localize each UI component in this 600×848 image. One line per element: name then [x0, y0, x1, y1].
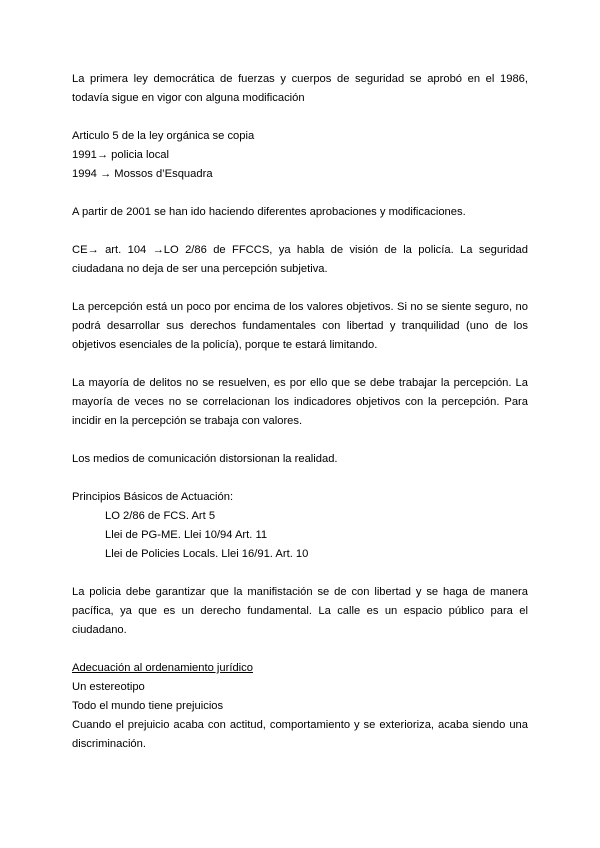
paragraph-medios: Los medios de comunicación distorsionan la realidad.: [72, 453, 338, 465]
line-1991: 1991→ policia local: [72, 149, 170, 161]
paragraph-manifestacion: La policia debe garantizar que la manifistación se de con libertad y se haga de manera pacífica, ya que es un derecho fundamental. La calle es un espacio público para el ciudadano.: [72, 586, 528, 636]
line-1994: 1994 → Mossos d’Esquadra: [72, 168, 213, 180]
line-prejuicios: Todo el mundo tiene prejuicios: [72, 700, 224, 712]
principio-item: Llei de PG-ME. Llei 10/94 Art. 11: [105, 529, 268, 541]
paragraph-ley-1986: La primera ley democrática de fuerzas y cuerpos de seguridad se aprobó en el 1986, todavía sigue en vigor con alguna modificación: [72, 73, 528, 104]
paragraph-2001: A partir de 2001 se han ido haciendo diferentes aprobaciones y modificaciones.: [72, 206, 466, 218]
paragraph-ce-art-104: CE→ art. 104 →LO 2/86 de FFCCS, ya habla de visión de la policía. La seguridad ciudadana no deja de ser una percepción subjetiva.: [72, 244, 528, 275]
ley-organica-block: [72, 127, 528, 184]
adecuacion-section: [72, 659, 528, 754]
principios-block: [72, 488, 528, 564]
principio-item: Llei de Policies Locals. Llei 16/91. Art. 10: [105, 548, 309, 560]
line-estereotipo: Un estereotipo: [72, 681, 145, 693]
principios-title: Principios Básicos de Actuación:: [72, 491, 234, 503]
paragraph-delitos: La mayoría de delitos no se resuelven, es por ello que se debe trabajar la percepción. La mayoría de veces no se correlacionan los indicadores objetivos con la percepción. Para incidir en la percepción se trabaja con valores.: [72, 377, 528, 427]
section-heading: Adecuación al ordenamiento jurídico: [72, 662, 253, 674]
line-articulo-5: Articulo 5 de la ley orgánica se copia: [72, 130, 255, 142]
paragraph-percepcion: La percepción está un poco por encima de los valores objetivos. Si no se siente seguro, no podrá desarrollar sus derechos fundamentales con libertad y tranquilidad (uno de los objetivos esenciales de la policía), porque te estará limitando.: [72, 301, 528, 351]
line-discriminacion: Cuando el prejuicio acaba con actitud, comportamiento y se exterioriza, acaba siendo una discriminación.: [72, 719, 528, 750]
principio-item: LO 2/86 de FCS. Art 5: [105, 510, 216, 522]
